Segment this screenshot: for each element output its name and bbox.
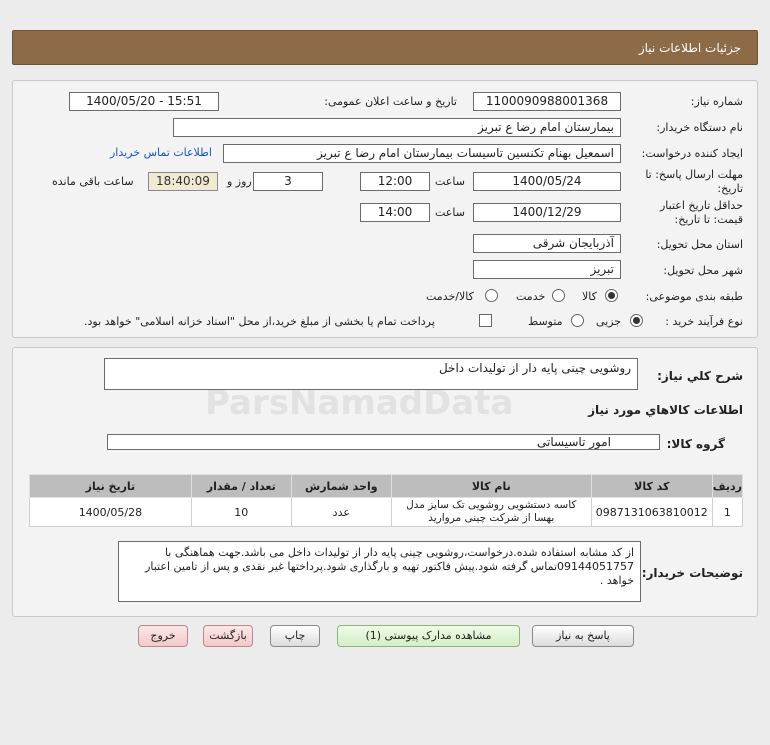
- category-option-goods: کالا: [582, 290, 597, 303]
- requester-label: ایجاد کننده درخواست:: [641, 147, 743, 160]
- process-label: نوع فرآیند خرید :: [665, 315, 743, 328]
- buyer-notes-label: توضیحات خریدار:: [641, 566, 743, 580]
- col-qty: تعداد / مقدار: [191, 475, 291, 498]
- validity-date-field: 1400/12/29: [473, 203, 621, 222]
- cell-qty: 10: [191, 498, 291, 527]
- province-field: آذربایجان شرقی: [473, 234, 621, 253]
- cell-row: 1: [712, 498, 742, 527]
- category-label: طبقه بندی موضوعی:: [645, 290, 743, 303]
- deadline-time-word: ساعت: [435, 175, 465, 188]
- back-button[interactable]: بازگشت: [203, 625, 253, 647]
- announce-label: تاریخ و ساعت اعلان عمومی:: [324, 95, 457, 108]
- page-title: جزئیات اطلاعات نیاز: [638, 41, 741, 55]
- category-radio-service[interactable]: [552, 289, 565, 302]
- cell-date: 1400/05/28: [30, 498, 192, 527]
- goods-table: [29, 474, 743, 527]
- goods-table-header: [30, 475, 743, 498]
- exit-button[interactable]: خروج: [138, 625, 188, 647]
- requester-field: اسمعیل بهنام تکنسین تاسیسات بیمارستان امام رضا ع تبریز: [223, 144, 621, 163]
- summary-label: شرح کلي نياز:: [657, 369, 743, 383]
- buyer-contact-link[interactable]: اطلاعات تماس خریدار: [110, 146, 212, 159]
- col-date: تاریخ نیاز: [30, 475, 192, 498]
- validity-time-field: 14:00: [360, 203, 430, 222]
- cell-code: 0987131063810012: [591, 498, 712, 527]
- print-button[interactable]: چاپ: [270, 625, 320, 647]
- validity-label: حداقل تاریخ اعتبار قیمت: تا تاریخ:: [659, 199, 743, 226]
- remaining-time-field: 18:40:09: [148, 172, 218, 191]
- announce-datetime-field: 1400/05/20 - 15:51: [69, 92, 219, 111]
- need-number-label: شماره نیاز:: [690, 95, 743, 108]
- need-number-field: 1100090988001368: [473, 92, 621, 111]
- process-radio-minor[interactable]: [630, 314, 643, 327]
- category-option-service: خدمت: [516, 290, 546, 303]
- cell-unit: عدد: [291, 498, 391, 527]
- reply-button[interactable]: پاسخ به نیاز: [532, 625, 634, 647]
- remaining-time-label: ساعت باقی مانده: [52, 175, 134, 188]
- deadline-time-field: 12:00: [360, 172, 430, 191]
- table-row: [30, 498, 743, 527]
- process-option-medium: متوسط: [528, 315, 563, 328]
- city-field: تبریز: [473, 260, 621, 279]
- category-radio-goods-service[interactable]: [485, 289, 498, 302]
- col-row: ردیف: [712, 475, 742, 498]
- days-field: 3: [253, 172, 323, 191]
- city-label: شهر محل تحویل:: [663, 264, 743, 277]
- process-radio-medium[interactable]: [571, 314, 584, 327]
- page-title-bar: [12, 30, 758, 65]
- category-radio-goods[interactable]: [605, 289, 618, 302]
- col-name: نام کالا: [391, 475, 591, 498]
- buyer-notes-field: از کد مشابه استفاده شده.درخواست،روشویی چینی پایه دار از تولیدات داخل می باشد.جهت هماهنگی با 09144051757تماس گرفته شود.پیش فاکتور تهیه و بارگذاری شود.پرداختها غیر نقدی و پس از تامین اعتبار خواهد .: [118, 541, 641, 602]
- process-option-minor: جزیی: [596, 315, 622, 328]
- deadline-date-field: 1400/05/24: [473, 172, 621, 191]
- province-label: استان محل تحویل:: [656, 238, 743, 251]
- summary-field: روشویی چینی پایه دار از تولیدات داخل: [104, 358, 638, 390]
- days-word: روز و: [227, 175, 252, 188]
- col-code: کد کالا: [591, 475, 712, 498]
- deadline-label: مهلت ارسال پاسخ: تا تاریخ:: [645, 168, 743, 195]
- goods-section-title: اطلاعات کالاهاي مورد نياز: [588, 403, 743, 417]
- validity-time-word: ساعت: [435, 206, 465, 219]
- treasury-payment-note: پرداخت تمام یا بخشی از مبلغ خرید،از محل "اسناد خزانه اسلامی" خواهد بود.: [84, 315, 435, 328]
- goods-group-field: امور تاسیساتی: [107, 434, 660, 450]
- category-option-goods-service: کالا/خدمت: [426, 290, 474, 303]
- attachments-button[interactable]: مشاهده مدارک پیوستی (1): [337, 625, 520, 647]
- col-unit: واحد شمارش: [291, 475, 391, 498]
- treasury-payment-checkbox[interactable]: [479, 314, 492, 327]
- cell-name: کاسه دستشویی روشویی تک سایز مدل بهسا از شرکت چینی مروارید: [391, 498, 591, 527]
- goods-group-label: گروه کالا:: [666, 437, 725, 451]
- buyer-org-field: بیمارستان امام رضا ع تبریز: [173, 118, 621, 137]
- buyer-org-label: نام دستگاه خریدار:: [656, 121, 743, 134]
